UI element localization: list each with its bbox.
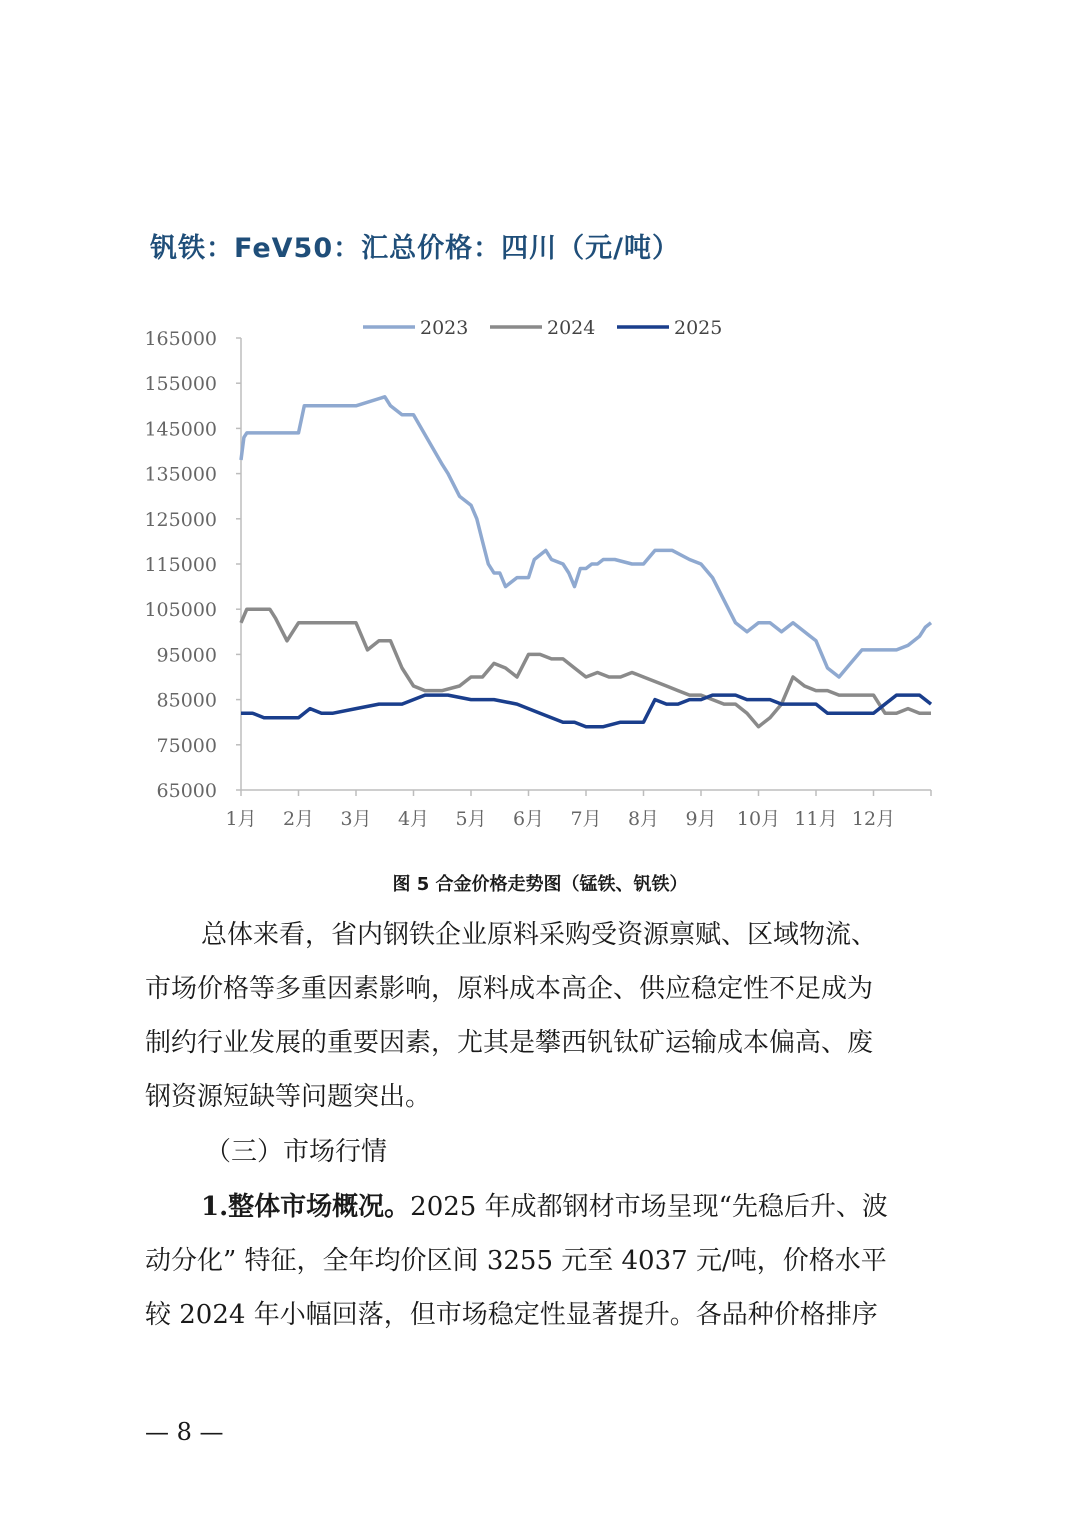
chart-legend [363, 317, 722, 339]
paragraph-line: 市场价格等多重因素影响，原料成本高企、供应稳定性不足成为 [145, 974, 874, 1004]
paragraph-market-overview [145, 1180, 945, 1342]
x-tick-label: 8月 [627, 808, 660, 830]
series-line-2023 [241, 397, 931, 677]
chart-title: 钒铁：FeV50：汇总价格：四川（元/吨） [150, 233, 680, 264]
paragraph-line [145, 1180, 945, 1234]
x-tick-label: 7月 [570, 808, 602, 830]
series-lines [241, 397, 931, 727]
x-tick-label: 9月 [685, 808, 717, 830]
y-tick-label: 65000 [156, 780, 217, 802]
paragraph-line: 钢资源短缺等问题突出。 [145, 1082, 432, 1112]
fev50-price-chart [0, 300, 1080, 860]
y-tick-label: 155000 [144, 373, 217, 396]
y-axis [144, 328, 241, 802]
legend-label-2025: 2025 [674, 317, 723, 339]
y-tick-label: 95000 [156, 644, 217, 667]
x-tick-label: 6月 [512, 808, 545, 830]
x-tick-label: 3月 [340, 808, 372, 830]
x-tick-label: 4月 [397, 808, 430, 830]
x-axis [225, 790, 931, 830]
x-tick-label: 5月 [455, 808, 487, 830]
paragraph-summary [145, 908, 945, 1124]
y-tick-label: 75000 [156, 734, 217, 757]
y-tick-label: 115000 [144, 554, 217, 576]
y-tick-label: 85000 [156, 689, 217, 712]
x-tick-label: 1月 [225, 808, 257, 830]
paragraph-line: 制约行业发展的重要因素，尤其是攀西钒钛矿运输成本偏高、废 [145, 1028, 874, 1058]
x-tick-label: 11月 [794, 808, 838, 830]
page-number: — 8 — [145, 1418, 224, 1446]
legend-label-2024: 2024 [547, 317, 596, 339]
y-tick-label: 105000 [144, 599, 217, 622]
y-tick-label: 135000 [144, 463, 217, 486]
paragraph-line: 较 2024 年小幅回落，但市场稳定性显著提升。各品种价格排序 [145, 1300, 878, 1330]
y-tick-label: 165000 [144, 328, 217, 350]
paragraph-text: 2025 年成都钢材市场呈现“先稳后升、波 [410, 1192, 888, 1222]
x-tick-label: 12月 [851, 808, 896, 830]
y-tick-label: 145000 [144, 418, 217, 441]
x-tick-label: 2月 [282, 808, 315, 830]
figure-caption: 图 5 合金价格走势图（锰铁、钒铁） [392, 874, 688, 895]
y-tick-label: 125000 [144, 508, 217, 531]
legend-label-2023: 2023 [420, 317, 469, 339]
section-heading: （三）市场行情 [205, 1137, 388, 1167]
paragraph-line: 总体来看，省内钢铁企业原料采购受资源禀赋、区域物流、 [201, 920, 878, 950]
paragraph-lead: 1.整体市场概况。 [201, 1192, 411, 1222]
x-tick-label: 10月 [736, 808, 781, 830]
series-line-2025 [241, 695, 931, 727]
paragraph-line: 动分化” 特征，全年均价区间 3255 元至 4037 元/吨，价格水平 [145, 1246, 887, 1276]
